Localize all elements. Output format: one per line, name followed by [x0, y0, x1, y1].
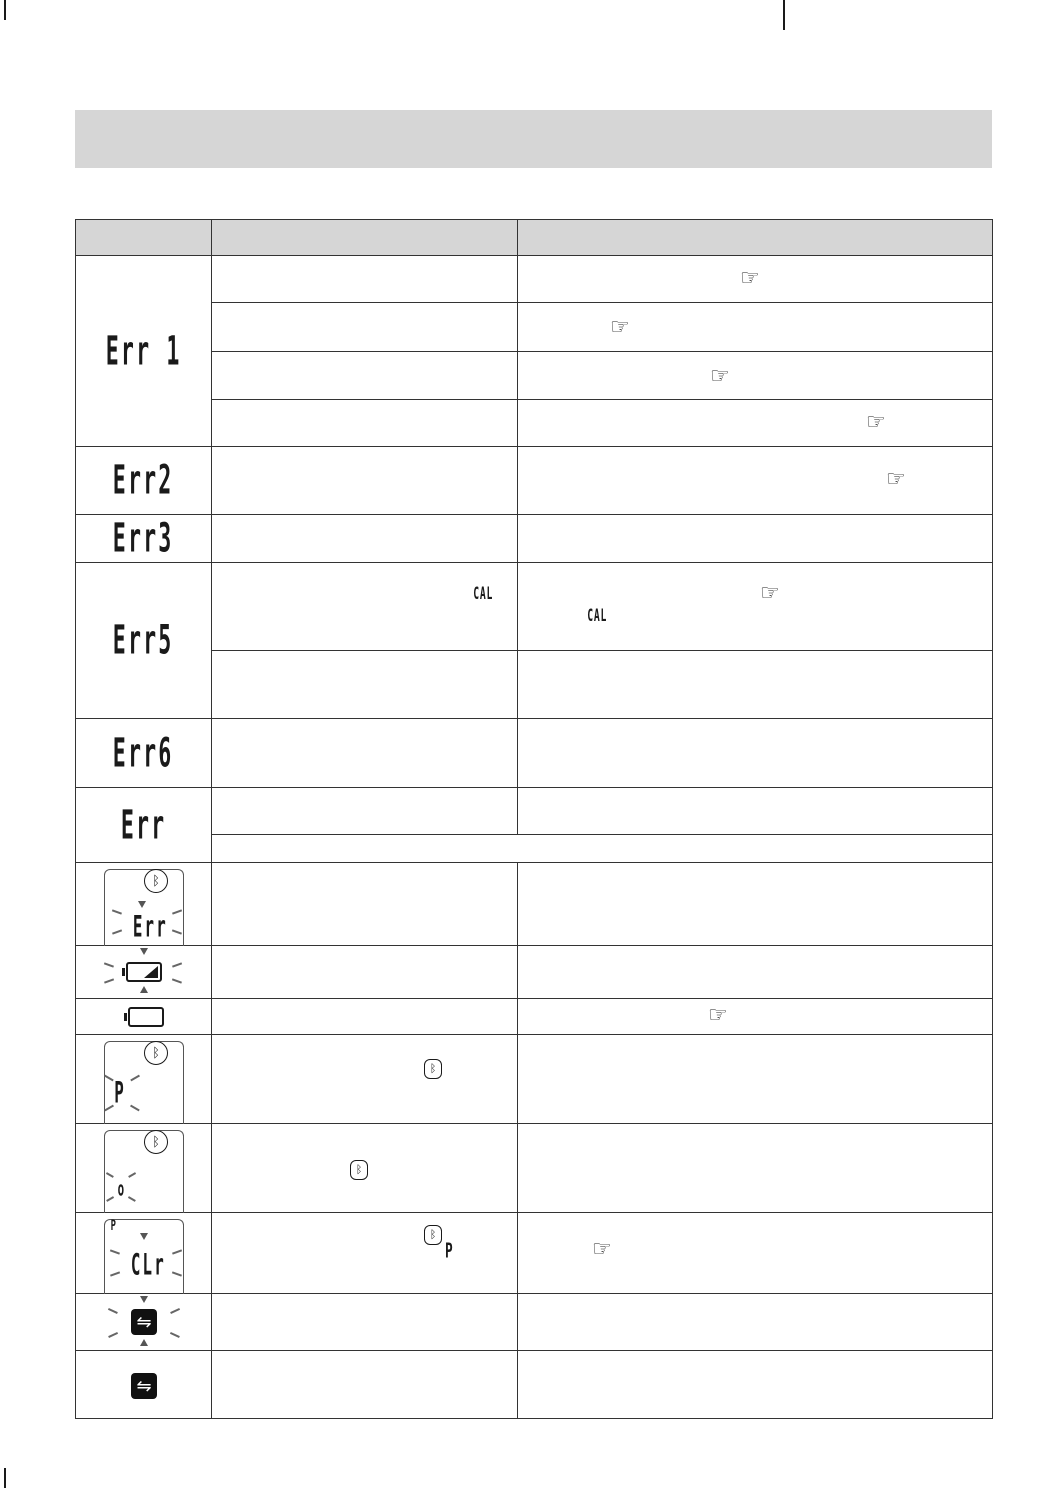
o-blink-code: o [117, 1176, 127, 1202]
crop-mark-top-right [783, 0, 785, 30]
pointing-hand-icon: ☞ [592, 1237, 612, 1262]
remedy-cell [518, 447, 993, 515]
cal-label: CAL [587, 606, 608, 627]
pointing-hand-icon: ☞ [708, 1003, 728, 1028]
table-row [76, 999, 993, 1035]
cause-cell [212, 256, 518, 303]
cause-cell [212, 946, 518, 999]
remedy-cell [518, 946, 993, 999]
display-pairing [76, 1035, 212, 1124]
display-battery-empty [76, 999, 212, 1035]
p-label: P [444, 1238, 453, 1263]
cause-cell [212, 999, 518, 1035]
display-transfer [76, 1351, 212, 1419]
cause-cell [212, 447, 518, 515]
cause-cell [212, 352, 518, 400]
table-row [76, 946, 993, 999]
display-err6 [76, 719, 212, 788]
p-blink-code: P [114, 1076, 126, 1111]
clr-blink-code: CLr [130, 1248, 166, 1283]
remedy-cell [518, 515, 993, 563]
table-row [76, 1351, 993, 1419]
table-row [76, 788, 993, 835]
pointing-hand-icon: ☞ [710, 364, 730, 389]
display-transfer-blink [76, 1294, 212, 1351]
err6-code: Err6 [113, 729, 174, 777]
display-clear [76, 1213, 212, 1294]
battery-low-icon [126, 962, 162, 982]
blink-marker [140, 986, 148, 993]
blink-ray [104, 978, 114, 983]
table-row [76, 719, 993, 788]
pointing-hand-icon: ☞ [740, 266, 760, 291]
blink-marker [140, 948, 148, 955]
bluetooth-icon: ᛒ [424, 1225, 442, 1245]
display-err5 [76, 563, 212, 719]
remedy-cell [518, 303, 993, 352]
table-row [76, 400, 993, 447]
battery-tip [122, 968, 125, 976]
err-code: Err [120, 801, 167, 849]
remedy-cell [518, 563, 993, 651]
table-row [76, 1124, 993, 1213]
display-sending [76, 1124, 212, 1213]
display-err1 [76, 256, 212, 447]
pointing-hand-icon: ☞ [610, 315, 630, 340]
blink-ray [104, 962, 114, 967]
remedy-cell [518, 1124, 993, 1213]
data-transfer-icon: ⇋ [131, 1373, 157, 1399]
remedy-cell [518, 256, 993, 303]
display-err2 [76, 447, 212, 515]
err3-code: Err3 [113, 514, 174, 563]
bluetooth-icon: ᛒ [144, 1130, 168, 1154]
pointing-hand-icon: ☞ [760, 581, 780, 606]
data-transfer-icon: ⇋ [131, 1309, 157, 1335]
blink-marker [140, 1296, 148, 1303]
blink-marker [138, 901, 146, 908]
table-row [76, 352, 993, 400]
remedy-cell [518, 999, 993, 1035]
bluetooth-icon: ᛒ [144, 869, 168, 893]
section-title-bar [75, 110, 992, 168]
cause-cell [212, 515, 518, 563]
remedy-cell [518, 651, 993, 719]
bluetooth-icon: ᛒ [350, 1160, 368, 1180]
pointing-hand-icon: ☞ [866, 410, 886, 435]
p-indicator: P [110, 1217, 116, 1234]
table-row [76, 303, 993, 352]
blink-marker [140, 1339, 148, 1346]
table-row [76, 447, 993, 515]
pointing-hand-icon: ☞ [886, 467, 906, 492]
remedy-cell [518, 719, 993, 788]
crop-mark-bottom-left [4, 1468, 6, 1488]
merged-note-cell [212, 835, 993, 863]
blink-ray [170, 1332, 180, 1338]
display-err3 [76, 515, 212, 563]
table-row [76, 1213, 993, 1294]
table-row [76, 256, 993, 303]
error-table [75, 219, 993, 1419]
table-row [76, 563, 993, 651]
table-row [76, 1035, 993, 1124]
blink-ray [108, 1308, 118, 1314]
remedy-cell [518, 352, 993, 400]
cause-cell [212, 1035, 518, 1124]
remedy-cell [518, 788, 993, 835]
table-row [76, 515, 993, 563]
err-blink-code: Err [132, 910, 168, 945]
cause-cell [212, 1124, 518, 1213]
remedy-cell [518, 1294, 993, 1351]
battery-tip [124, 1013, 127, 1021]
table-row [76, 835, 993, 863]
err2-code: Err2 [113, 456, 174, 505]
table-row [76, 1294, 993, 1351]
remedy-cell [518, 863, 993, 946]
cause-cell [212, 400, 518, 447]
err1-code: Err 1 [105, 327, 182, 375]
table-header-row [76, 220, 993, 256]
bluetooth-icon: ᛒ [144, 1041, 168, 1065]
blink-marker [140, 1233, 148, 1240]
cause-cell [212, 1213, 518, 1294]
header-cause [212, 220, 518, 256]
header-display [76, 220, 212, 256]
cause-cell [212, 1294, 518, 1351]
crop-mark-top-left [4, 0, 6, 20]
display-err [76, 788, 212, 863]
display-bt-err [76, 863, 212, 946]
cal-label: CAL [473, 584, 494, 605]
blink-ray [172, 962, 182, 967]
header-remedy [518, 220, 993, 256]
cause-cell [212, 563, 518, 651]
bluetooth-icon: ᛒ [424, 1059, 442, 1079]
remedy-cell [518, 1035, 993, 1124]
table-row [76, 863, 993, 946]
remedy-cell [518, 1351, 993, 1419]
cause-cell [212, 1351, 518, 1419]
blink-ray [170, 1308, 180, 1314]
remedy-cell [518, 1213, 993, 1294]
table-row [76, 651, 993, 719]
cause-cell [212, 788, 518, 835]
display-battery-low [76, 946, 212, 999]
remedy-cell [518, 400, 993, 447]
cause-cell [212, 651, 518, 719]
cause-cell [212, 719, 518, 788]
cause-cell [212, 863, 518, 946]
battery-empty-icon [128, 1007, 164, 1027]
blink-ray [172, 978, 182, 983]
err5-code: Err5 [113, 616, 174, 665]
cause-cell [212, 303, 518, 352]
blink-ray [108, 1332, 118, 1338]
